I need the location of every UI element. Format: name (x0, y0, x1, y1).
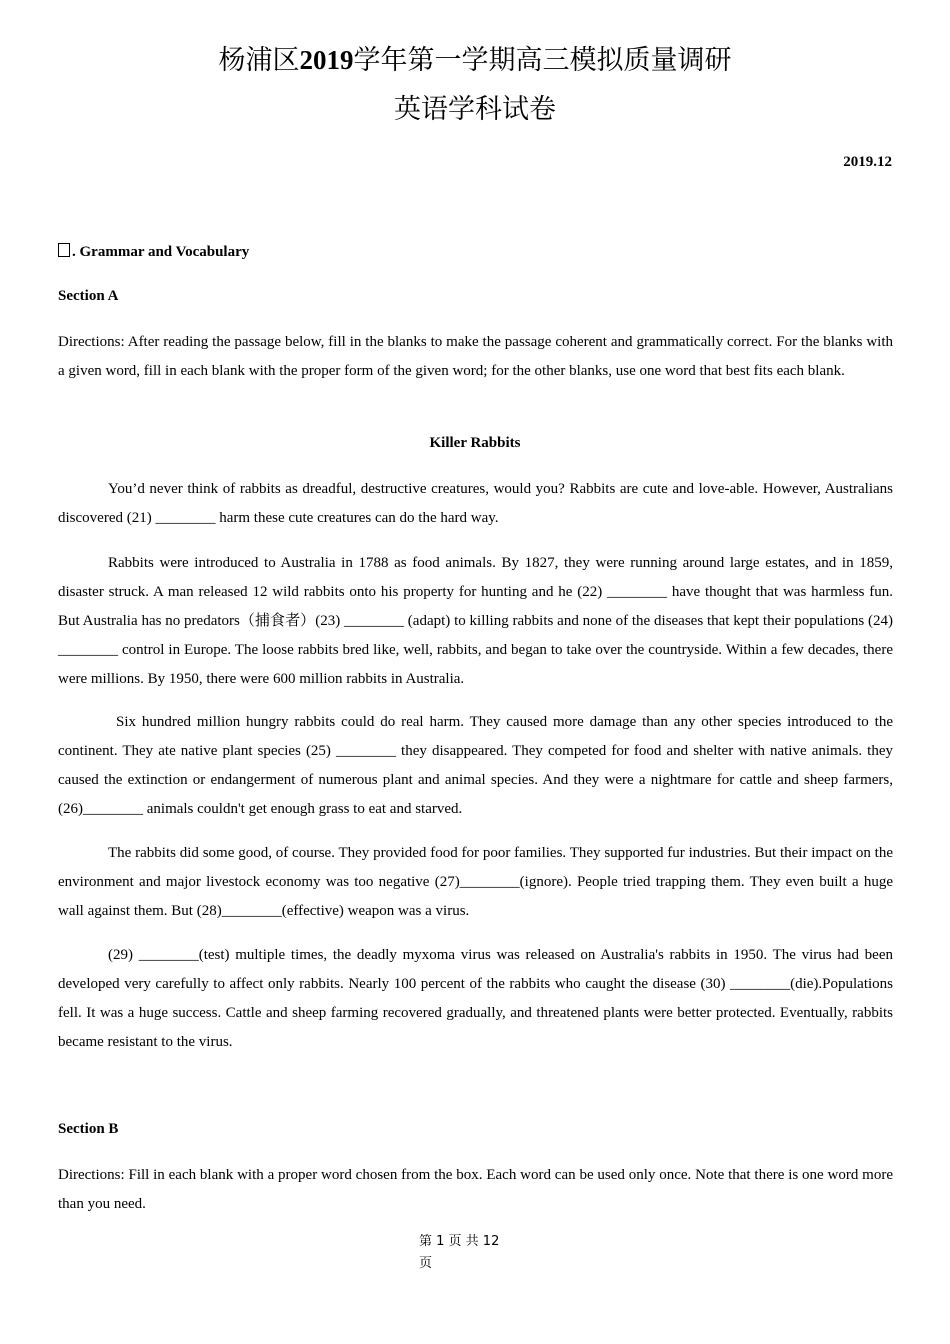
section-b-heading: Section B (58, 1121, 119, 1137)
passage-title: Killer Rabbits (429, 435, 521, 451)
section-a-heading: Section A (58, 288, 119, 304)
section-a-directions: Directions: After reading the passage below, fill in the blanks to make the passage coherent and grammatically correct. For the blanks with a given word, fill in each blank with the proper form of the given word; for the other blanks, use one word that best fits each blank. (58, 334, 893, 379)
exam-title: 杨浦区2019学年第一学期高三模拟质量调研 (218, 45, 732, 76)
paragraph-1: You’d never think of rabbits as dreadful, destructive creatures, would you? Rabbits are cute and love-able. However, Australians discovered (21) ________ harm these cute creatures can do the hard way. (58, 481, 893, 526)
page-number-line1: 第 1 页 共 12 (419, 1234, 500, 1249)
part-heading: . Grammar and Vocabulary (58, 243, 249, 261)
paragraph-4: The rabbits did some good, of course. They provided food for poor families. They supported fur industries. But their impact on the environment and major livestock economy was too negative (27)________(ignore). People tried trapping them. They even built a huge wall against them. But (28)________(effective) weapon was a virus. (58, 845, 893, 919)
exam-year: 2019 (299, 45, 354, 75)
page-footer (419, 1231, 499, 1275)
missing-glyph-box (58, 243, 70, 257)
paragraph-2: Rabbits were introduced to Australia in 1788 as food animals. By 1827, they were running around large estates, and in 1859, disaster struck. A man released 12 wild rabbits onto his property for hunting and he (22) ________ have thought that was harmless fun. But Australia has no predators（捕食者）(23) ________ (adapt) to killing rabbits and none of the diseases that kept their populations (24) ________ control in Europe. The loose rabbits bred like, well, rabbits, and began to take over the countryside. Within a few decades, there were millions. By 1950, there were 600 million rabbits in Australia. (58, 555, 893, 687)
exam-subtitle: 英语学科试卷 (394, 94, 556, 125)
page-number-line2: 页 (419, 1256, 433, 1271)
section-b-directions: Directions: Fill in each blank with a proper word chosen from the box. Each word can be used only once. Note that there is one word more than you need. (58, 1167, 893, 1212)
paragraph-3: Six hundred million hungry rabbits could do real harm. They caused more damage than any other species introduced to the continent. They ate native plant species (25) ________ they disappeared. They competed for food and shelter with native animals. they caused the extinction or endangerment of numerous plant and animal species. And they were a nightmare for cattle and sheep farmers, (26)________ animals couldn't get enough grass to eat and starved. (58, 714, 893, 817)
paragraph-5: (29) ________(test) multiple times, the deadly myxoma virus was released on Australia's rabbits in 1950. The virus had been developed very carefully to affect only rabbits. Nearly 100 percent of the rabbits who caught the disease (30) ________(die).Populations fell. It was a huge success. Cattle and sheep farming recovered gradually, and threatened plants were better protected. Eventually, rabbits became resistant to the virus. (58, 947, 893, 1050)
exam-date: 2019.12 (843, 154, 892, 170)
